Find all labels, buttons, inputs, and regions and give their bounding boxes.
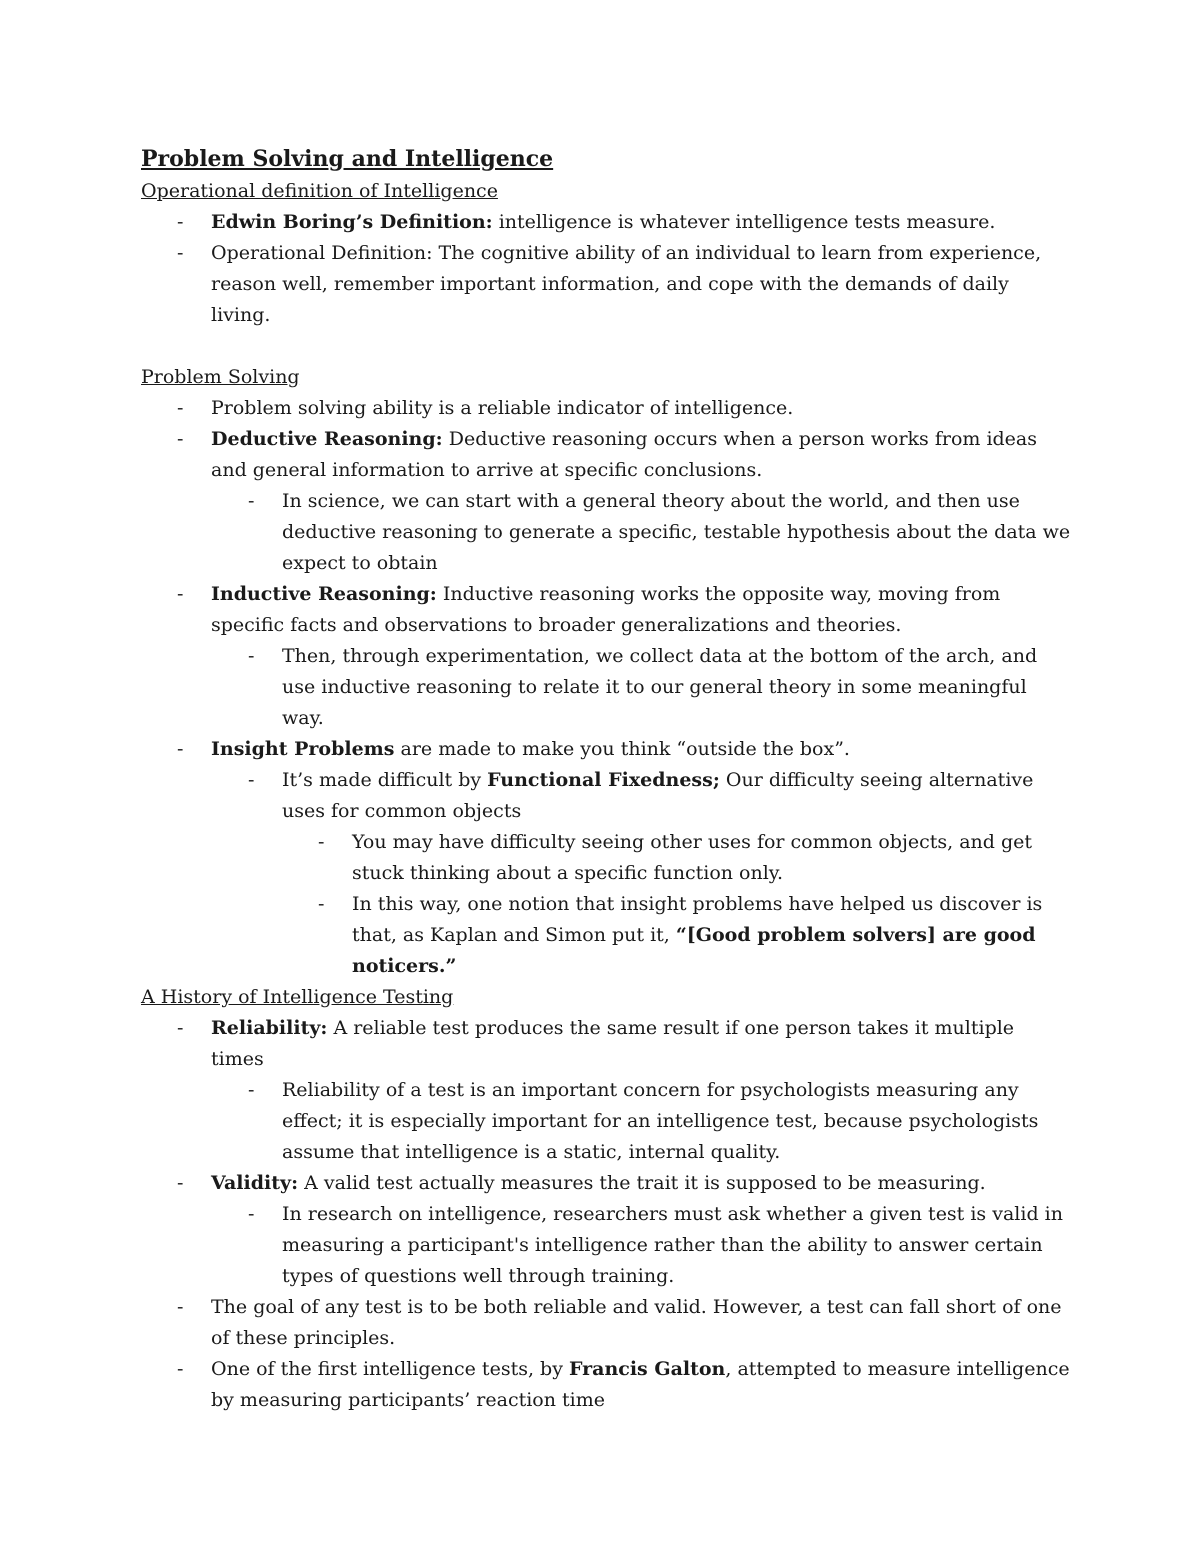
term-bold: Functional Fixedness; bbox=[487, 769, 720, 791]
sub-item-text: Our difficulty seeing alternative uses for common objects bbox=[282, 769, 1034, 822]
term-bold: Inductive Reasoning: bbox=[211, 583, 437, 605]
problem-solving-list bbox=[141, 393, 1071, 486]
history-list-cont bbox=[141, 1168, 1071, 1199]
section-heading-history: A History of Intelligence Testing bbox=[141, 986, 454, 1008]
item-text: Operational Definition: The cognitive ability of an individual to learn from experience, reason well, remember important information, and cope with the demands of daily living. bbox=[211, 242, 1042, 326]
bullet-dash: - bbox=[177, 211, 184, 233]
sub-sub-item-text: In this way, one notion that insight problems have helped us discover is that, as Kaplan and Simon put it, bbox=[352, 893, 1043, 946]
sub-list bbox=[141, 1075, 1071, 1168]
sub-list bbox=[141, 765, 1071, 827]
item-text: are made to make you think “outside the box”. bbox=[394, 738, 850, 760]
document-title: Problem Solving and Intelligence bbox=[141, 146, 554, 172]
sub-list-item bbox=[141, 641, 1071, 734]
sub-list-item bbox=[141, 765, 1071, 827]
sub-item-text: In science, we can start with a general theory about the world, and then use deductive reasoning to generate a specific, testable hypothesis about the data we expect to obtain bbox=[282, 490, 1071, 574]
item-text: intelligence is whatever intelligence tests measure. bbox=[492, 211, 996, 233]
bullet-dash: - bbox=[318, 831, 325, 853]
spacer bbox=[141, 331, 1071, 362]
bullet-dash: - bbox=[177, 1017, 184, 1039]
name-bold: Francis Galton bbox=[568, 1358, 726, 1380]
list-item bbox=[141, 207, 1071, 238]
bullet-dash: - bbox=[177, 1358, 184, 1380]
bullet-dash: - bbox=[177, 738, 184, 760]
sub-sub-list bbox=[141, 827, 1071, 982]
quote-bold: “[Good problem solvers] are good noticers.” bbox=[352, 924, 1036, 977]
item-text: One of the first intelligence tests, by bbox=[211, 1358, 569, 1380]
list-item bbox=[141, 734, 1071, 765]
bullet-dash: - bbox=[248, 769, 255, 791]
sub-list bbox=[141, 1199, 1071, 1292]
sub-item-text: Reliability of a test is an important concern for psychologists measuring any effect; it is especially important for an intelligence test, because psychologists assume that intelligence is a static, internal quality. bbox=[282, 1079, 1039, 1163]
bullet-dash: - bbox=[177, 583, 184, 605]
bullet-dash: - bbox=[177, 1296, 184, 1318]
problem-solving-list-cont bbox=[141, 734, 1071, 765]
item-text: A reliable test produces the same result if one person takes it multiple times bbox=[211, 1017, 1015, 1070]
bullet-dash: - bbox=[248, 490, 255, 512]
item-text: A valid test actually measures the trait it is supposed to be measuring. bbox=[298, 1172, 986, 1194]
term-bold: Deductive Reasoning: bbox=[211, 428, 443, 450]
item-text: , attempted to measure intelligence by measuring participants’ reaction time bbox=[211, 1358, 1070, 1411]
sub-item-text: In research on intelligence, researchers must ask whether a given test is valid in measuring a participant's intelligence rather than the ability to answer certain types of questions well through training. bbox=[282, 1203, 1063, 1287]
term-bold: Reliability: bbox=[211, 1017, 328, 1039]
item-text: The goal of any test is to be both reliable and valid. However, a test can fall short of one of these principles. bbox=[211, 1296, 1062, 1349]
bullet-dash: - bbox=[248, 1203, 255, 1225]
sub-list-item bbox=[141, 1199, 1071, 1292]
term-bold: Validity: bbox=[211, 1172, 299, 1194]
list-item bbox=[141, 424, 1071, 486]
operational-list bbox=[141, 207, 1071, 331]
history-list bbox=[141, 1013, 1071, 1075]
bullet-dash: - bbox=[248, 645, 255, 667]
bullet-dash: - bbox=[318, 893, 325, 915]
list-item bbox=[141, 1168, 1071, 1199]
bullet-dash: - bbox=[177, 1172, 184, 1194]
document-page bbox=[141, 142, 1071, 1416]
history-list-cont bbox=[141, 1292, 1071, 1416]
bullet-dash: - bbox=[248, 1079, 255, 1101]
bullet-dash: - bbox=[177, 242, 184, 264]
list-item bbox=[141, 579, 1071, 641]
term-bold: Edwin Boring’s Definition: bbox=[211, 211, 493, 233]
list-item bbox=[141, 1292, 1071, 1354]
bullet-dash: - bbox=[177, 397, 184, 419]
sub-list bbox=[141, 641, 1071, 734]
problem-solving-list-cont bbox=[141, 579, 1071, 641]
bullet-dash: - bbox=[177, 428, 184, 450]
item-text: Inductive reasoning works the opposite way, moving from specific facts and observations to broader generalizations and theories. bbox=[211, 583, 1001, 636]
list-item bbox=[141, 1354, 1071, 1416]
sub-item-text: Then, through experimentation, we collect data at the bottom of the arch, and use inductive reasoning to relate it to our general theory in some meaningful way. bbox=[282, 645, 1038, 729]
sub-sub-item-text: You may have difficulty seeing other uses for common objects, and get stuck thinking about a specific function only. bbox=[352, 831, 1033, 884]
term-bold: Insight Problems bbox=[211, 738, 395, 760]
item-text: Problem solving ability is a reliable indicator of intelligence. bbox=[211, 397, 794, 419]
list-item bbox=[141, 238, 1071, 331]
sub-item-text: It’s made difficult by bbox=[282, 769, 488, 791]
section-heading-operational: Operational definition of Intelligence bbox=[141, 180, 498, 202]
sub-list-item bbox=[141, 486, 1071, 579]
section-heading-problem-solving: Problem Solving bbox=[141, 366, 300, 388]
sub-list bbox=[141, 486, 1071, 579]
sub-list-item bbox=[141, 1075, 1071, 1168]
item-text: Deductive reasoning occurs when a person works from ideas and general information to arrive at specific conclusions. bbox=[211, 428, 1038, 481]
list-item bbox=[141, 1013, 1071, 1075]
list-item bbox=[141, 393, 1071, 424]
sub-sub-list-item bbox=[141, 889, 1071, 982]
sub-sub-list-item bbox=[141, 827, 1071, 889]
